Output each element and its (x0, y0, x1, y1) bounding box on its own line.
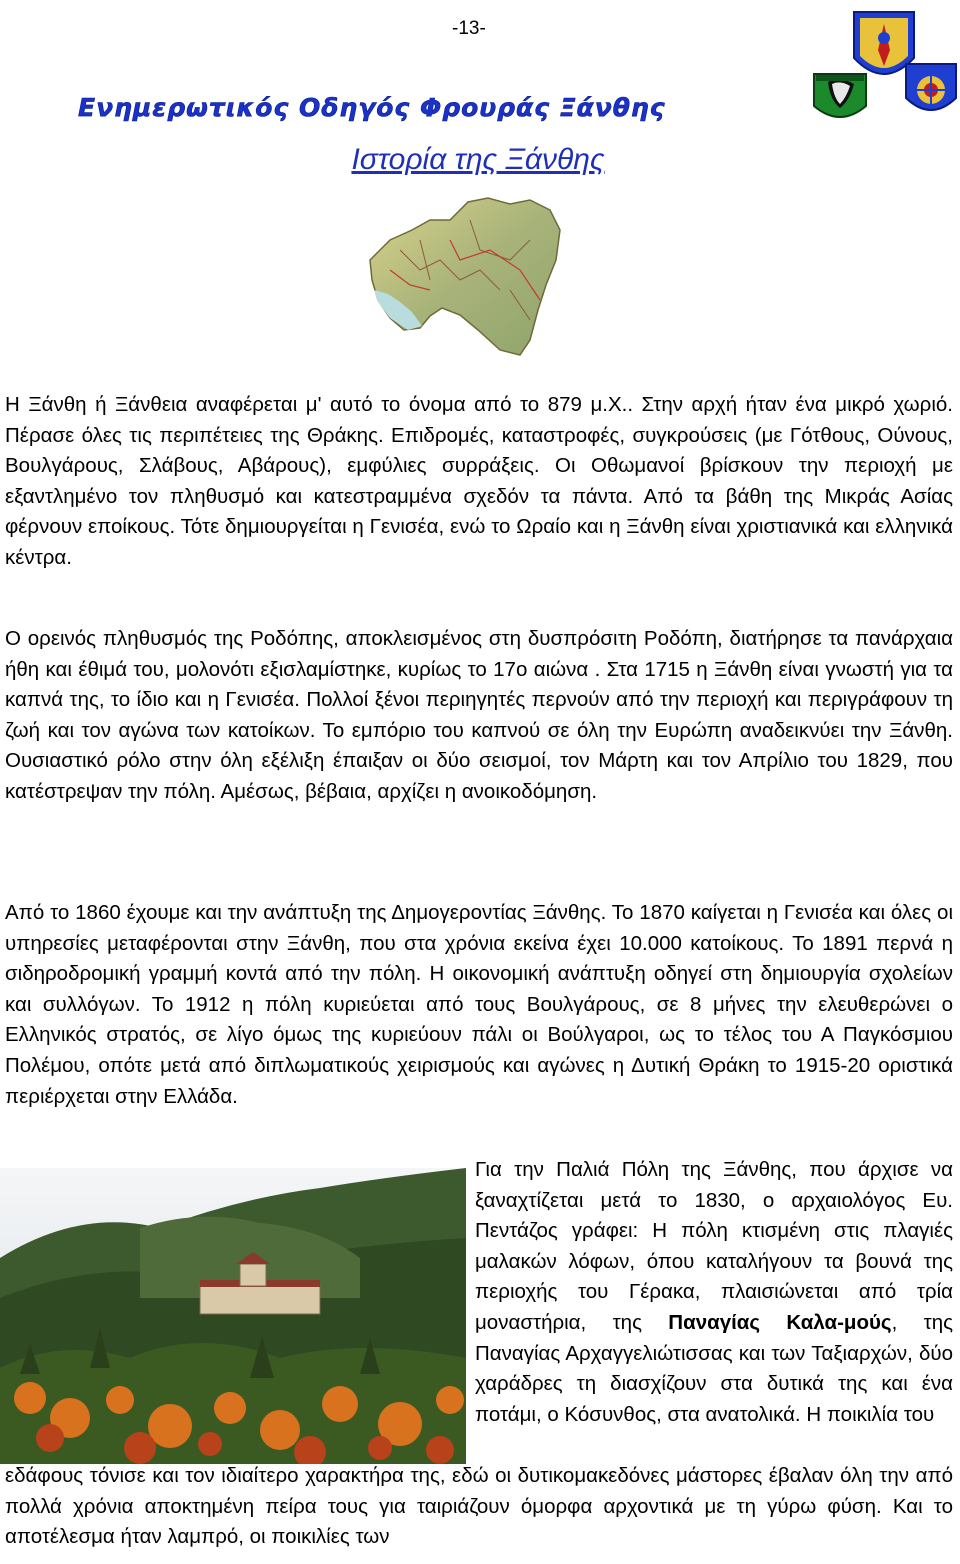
paragraph-old-town (475, 1155, 953, 1430)
emblem-c-icon (906, 64, 956, 110)
emblems-group (810, 10, 960, 125)
old-town-text-end: , της Παναγίας Αρχαγγελιώτισσας και των Ταξιαρχών, δύο χαράδρες τη διασχίζουν στα δυτικά της και ένα ποτάμι, ο Κόσυνθος, στα ανατολικά. Η ποικιλία του (475, 1310, 954, 1426)
monastery-name-bold: Παναγίας Καλα-μούς (668, 1310, 892, 1334)
paragraph-rhodope: Ο ορεινός πληθυσμός της Ροδόπης, αποκλεισμένος στη δυσπρόσιτη Ροδόπη, διατήρησε τα πανάρχαια ήθη και έθιμά του, μολονότι εξισλαμίστηκε, κυρίως το 17ο αιώνα . Στα 1715 η Ξάνθη είναι γνωστή για τα καπνά της, το ίδιο και η Γενισέα. Πολλοί ξένοι περιηγητές περνούν από την περιοχή και περιγράφουν τη ζωή και τον αγώνα των κατοίκων. Το εμπόριο του καπνού σε όλη την Ευρώπη αναδεικνύει την Ξάνθη. Ουσιαστικό ρόλο στην όλη εξέλιξη έπαιξαν οι δύο σεισμοί, τον Μάρτη και τον Απρίλιο του 1829, που κατέστρεψαν την πόλη. Αμέσως, βέβαια, αρχίζει η ανοικοδόμηση. (5, 627, 953, 803)
section-title-text: Ιστορία της Ξάνθης (351, 143, 605, 176)
header-title-banner (70, 88, 790, 124)
old-town-text-start: Για την Παλιά Πόλη της Ξάνθης, που άρχισε να ξαναχτίζεται μετά το 1830, ο αρχαιολόγος Ευ. Πεντάζος γράφει: Η πόλη κτισμένη στις πλαγιές μαλακών λόφων, όπου καταλήγουν τα βουνά της περιοχής του Γέρακα, πλαισιώνεται από τρία μοναστήρια, της (475, 1158, 953, 1334)
paragraph-soil-character: εδάφους τόνισε και τον ιδιαίτερο χαρακτήρα της, εδώ οι δυτικομακεδόνες μάστορες έβαλαν όλη την από πολλά χρόνια αποκτημένη πείρα τους για ταιριάζουν όμορφα αρχοντικά με τη γύρω φύση. Και το αποτέλεσμα ήταν λαμπρό, οι ποικιλίες των (5, 1464, 953, 1549)
page-number: -13- (452, 18, 486, 39)
paragraph-1860: Από το 1860 έχουμε και την ανάπτυξη της Δημογεροντίας Ξάνθης. Το 1870 καίγεται η Γενισέα και όλες οι υπηρεσίες μεταφέρονται στην Ξάνθη, που στα χρόνια εκείνα έχει 10.000 κατοίκους. Το 1891 περνά η σιδηροδρομική γραμμή κοντά από την πόλη. Η οικονομική ανάπτυξη οδηγεί στη δημιουργία σχολείων και συλλόγων. Το 1912 η πόλη κυριεύεται από τους Βουλγάρους, σε 8 μήνες την ελευθερώνει ο Ελληνικός στρατός, σε λίγο όμως της κυριεύουν πάλι οι Βούλγαροι, ως το τέλος του Α Παγκόσμιου Πολέμου, οπότε μετά από διπλωματικούς χειρισμούς και αγώνες η Δυτική Θράκη το 1915-20 οριστικά περιέρχεται στην Ελλάδα. (5, 901, 953, 1108)
xanthi-map-image (360, 190, 570, 375)
section-title (0, 143, 960, 177)
emblem-b-icon (814, 74, 866, 117)
header-title: Ενημερωτικός Οδηγός Φρουράς Ξάνθης (78, 93, 666, 122)
paragraph-history-intro: Η Ξάνθη ή Ξάνθεια αναφέρεται μ' αυτό το όνομα από το 879 μ.Χ.. Στην αρχή ήταν ένα μικρό χωριό. Πέρασε όλες τις περιπέτειες της Θράκης. Επιδρομές, καταστροφές, συγκρούσεις (με Γότθους, Ούνους, Βουλγάρους, Σλάβους, Αβάρους), εμφύλιες συρράξεις. Οι Οθωμανοί βρίσκουν την περιοχή με εξαντλημένο τον πληθυσμό και κατεστραμμένα σχεδόν τα πάντα. Από τα βάθη της Μικράς Ασίας φέρνουν εποίκους. Τότε δημιουργείται η Γενισέα, ενώ το Ωραίο και η Ξάνθη είναι χριστιανικά και ελληνικά κέντρα. (5, 393, 953, 569)
monastery-photo (0, 1168, 466, 1464)
